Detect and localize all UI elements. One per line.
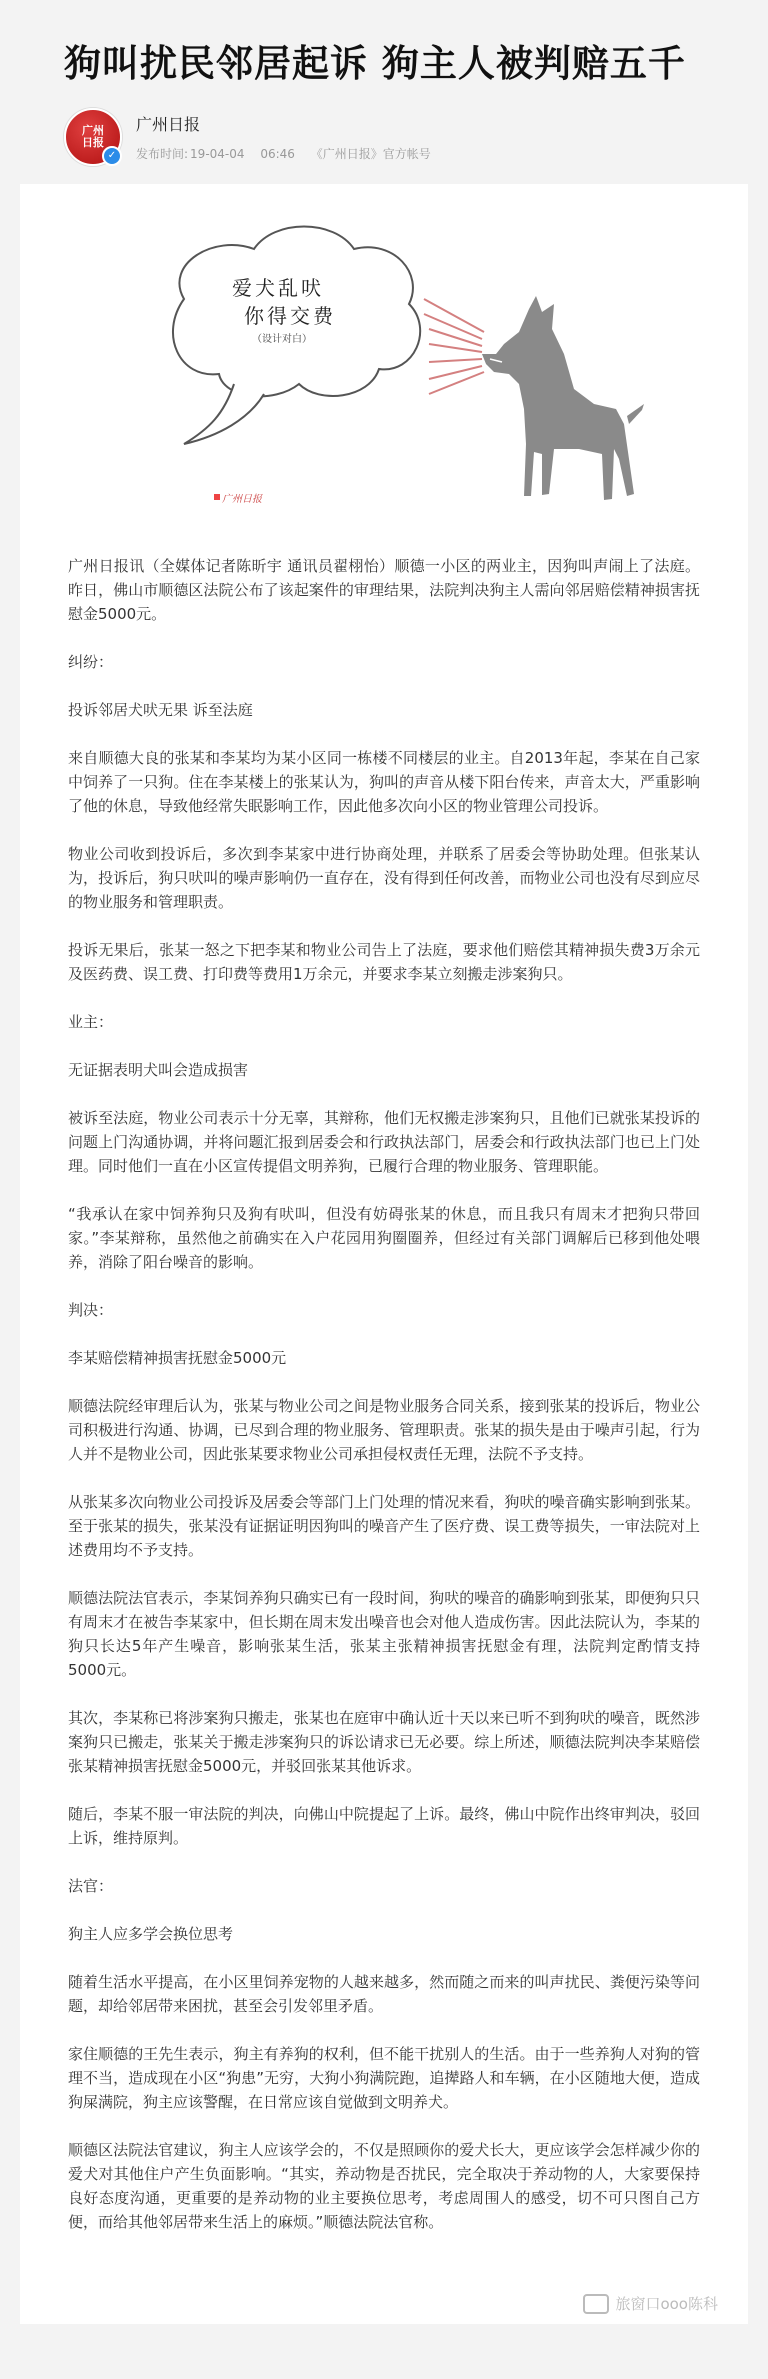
published-time: 06:46 [260, 147, 295, 161]
section-subtitle: 投诉邻居犬吠无果 诉至法庭 [68, 701, 253, 719]
section-label: 判决： [68, 1301, 114, 1319]
section-label: 业主： [68, 1013, 114, 1031]
account-label: 《广州日报》官方帐号 [310, 147, 431, 161]
tv-icon [583, 2294, 609, 2314]
section-label: 法官： [68, 1877, 114, 1895]
paragraph: 顺德法院经审理后认为，张某与物业公司之间是物业服务合同关系，接到张某的投诉后，物业公司积极进行沟通、协调，已尽到合理的物业服务、管理职责。张某的损失是由于噪声引起，行为人并不是物业公司，因此张某要求物业公司承担侵权责任无理，法院不予支持。 [68, 1397, 700, 1463]
paragraph: 其次，李某称已将涉案狗只搬走，张某也在庭审中确认近十天以来已听不到狗吠的噪音，既然涉案狗只已搬走，张某关于搬走涉案狗只的诉讼请求已无必要。综上所述，顺德法院判决李某赔偿张某精神损害抚慰金5000元，并驳回张某其他诉求。 [68, 1709, 700, 1775]
author-row [64, 108, 744, 166]
illustration-signature: 广州日报 [222, 494, 262, 505]
watermark-text: 旅窗口ooo陈科 [615, 2295, 718, 2313]
avatar-logo: 广州日报 [82, 124, 104, 149]
paragraph: 随后，李某不服一审法院的判决，向佛山中院提起了上诉。最终，佛山中院作出终审判决，驳回上诉，维持原判。 [68, 1805, 700, 1847]
section-subtitle: 狗主人应多学会换位思考 [68, 1925, 234, 1943]
author-info [136, 112, 443, 162]
paragraph: 顺德区法院法官建议，狗主人应该学会的，不仅是照顾你的爱犬长大，更应该学会怎样减少你的爱犬对其他住户产生负面影响。“其实，养动物是否扰民，完全取决于养动物的人，大家要保持良好态度沟通，更重要的是养动物的业主要换位思考，考虑周围人的感受，切不可只图自己方便，而给其他邻居带来生活上的麻烦。”顺德法院法官称。 [68, 2141, 700, 2231]
paragraph: 物业公司收到投诉后，多次到李某家中进行协商处理，并联系了居委会等协助处理。但张某认为，投诉后，狗只吠叫的噪声影响仍一直存在，没有得到任何改善，而物业公司也没有尽到应尽的物业服务和管理职责。 [68, 845, 700, 911]
paragraph: 来自顺德大良的张某和李某均为某小区同一栋楼不同楼层的业主。自2013年起，李某在自己家中饲养了一只狗。住在李某楼上的张某认为，狗叫的声音从楼下阳台传来，声音太大，严重影响了他的休息，导致他经常失眠影响工作，因此他多次向小区的物业管理公司投诉。 [68, 749, 700, 815]
dog-illustration [124, 204, 644, 534]
verified-badge-icon: ✓ [102, 146, 122, 166]
section-subtitle: 李某赔偿精神损害抚慰金5000元 [68, 1349, 287, 1367]
paragraph: 随着生活水平提高，在小区里饲养宠物的人越来越多，然而随之而来的叫声扰民、粪便污染等问题，却给邻居带来困扰，甚至会引发邻里矛盾。 [68, 1973, 700, 2015]
section-label: 纠纷： [68, 653, 114, 671]
article-content [20, 554, 748, 2234]
article-header [0, 0, 768, 184]
bubble-line-2: 你得交费 [244, 304, 336, 328]
published-label: 发布时间: 19-04-04 [136, 147, 245, 161]
dog-barking-image [124, 204, 644, 534]
paragraph: 从张某多次向物业公司投诉及居委会等部门上门处理的情况来看，狗吠的噪音确实影响到张某。至于张某的损失，张某没有证据证明因狗叫的噪音产生了医疗费、误工费等损失，一审法院对上述费用均不予支持。 [68, 1493, 700, 1559]
watermark [583, 2293, 718, 2314]
article-meta [136, 145, 443, 162]
paragraph: “我承认在家中饲养狗只及狗有吠叫，但没有妨碍张某的休息，而且我只有周末才把狗只带回家。”李某辩称，虽然他之前确实在入户花园用狗圈圈养，但经过有关部门调解后已移到他处喂养，消除了阳台噪音的影响。 [68, 1205, 700, 1271]
paragraph: 被诉至法庭，物业公司表示十分无辜，其辩称，他们无权搬走涉案狗只，且他们已就张某投诉的问题上门沟通协调，并将问题汇报到居委会和行政执法部门，居委会和行政执法部门也已上门处理。同时他们一直在小区宣传提倡文明养狗，已履行合理的物业服务、管理职能。 [68, 1109, 700, 1175]
paragraph: 投诉无果后，张某一怒之下把李某和物业公司告上了法庭，要求他们赔偿其精神损失费3万余元及医药费、误工费、打印费等费用1万余元，并要求李某立刻搬走涉案狗只。 [68, 941, 700, 983]
article-body [20, 184, 748, 2324]
bubble-caption: （设计对白） [252, 334, 312, 345]
author-name[interactable]: 广州日报 [136, 115, 201, 134]
paragraph: 顺德法院法官表示，李某饲养狗只确实已有一段时间，狗吠的噪音的确影响到张某，即便狗只只有周末才在被告李某家中，但长期在周末发出噪音也会对他人造成伤害。因此法院认为，李某的狗只长达5年产生噪音，影响张某生活，张某主张精神损害抚慰金有理，法院判定酌情支持5000元。 [68, 1589, 700, 1679]
article-title: 狗叫扰民邻居起诉 狗主人被判赔五千 [64, 42, 686, 85]
section-subtitle: 无证据表明犬叫会造成损害 [68, 1061, 249, 1079]
avatar[interactable] [64, 108, 122, 166]
bubble-line-1: 爱犬乱吠 [232, 276, 324, 300]
paragraph: 广州日报讯（全媒体记者陈昕宇 通讯员翟栩怡）顺德一小区的两业主，因狗叫声闹上了法庭。昨日，佛山市顺德区法院公布了该起案件的审理结果，法院判决狗主人需向邻居赔偿精神损害抚慰金5000元。 [68, 557, 700, 623]
paragraph: 家住顺德的王先生表示，狗主有养狗的权利，但不能干扰别人的生活。由于一些养狗人对狗的管理不当，造成现在小区“狗患”无穷，大狗小狗满院跑，追撵路人和车辆，在小区随地大便，造成狗屎满院，狗主应该警醒，在日常应该自觉做到文明养犬。 [68, 2045, 700, 2111]
